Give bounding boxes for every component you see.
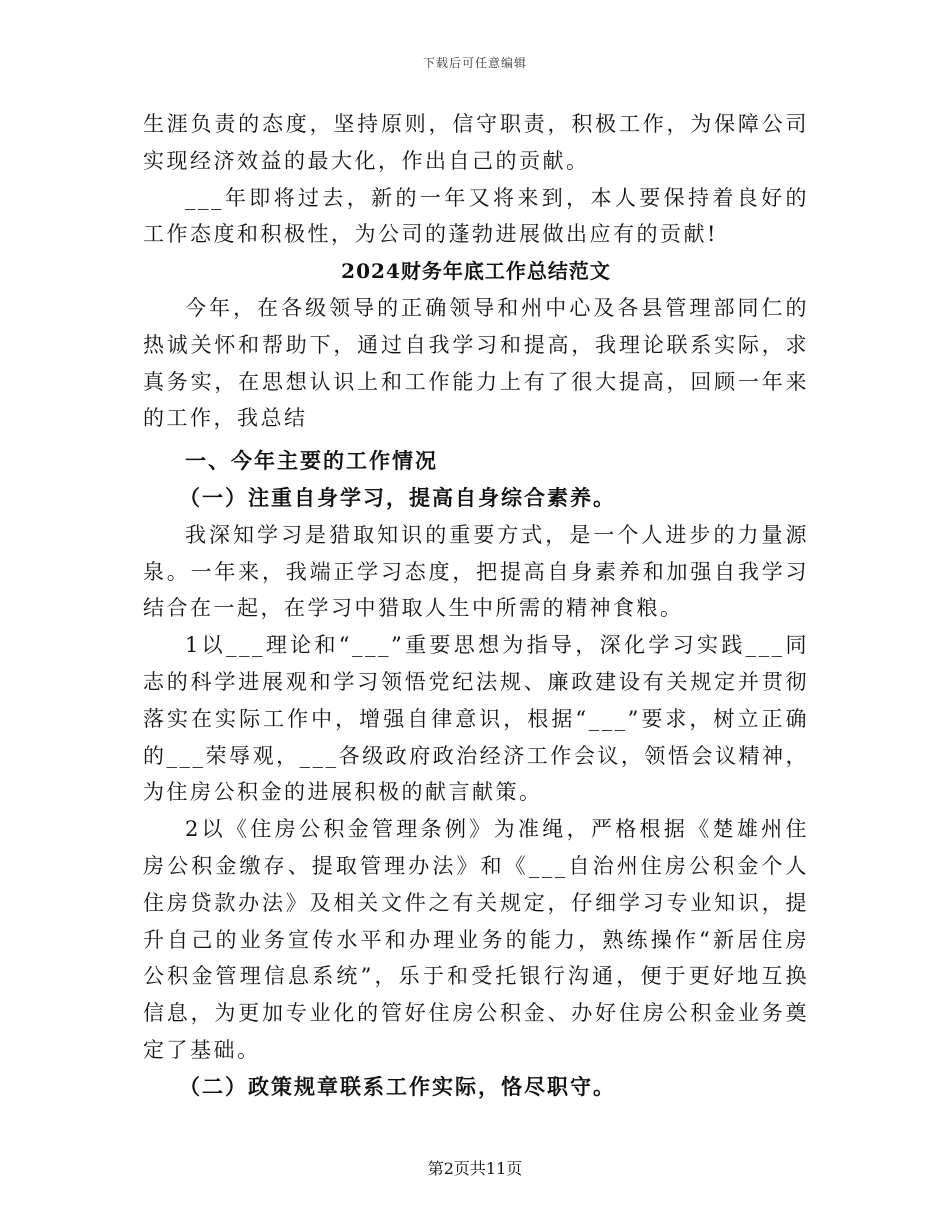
document-body: [143, 106, 809, 1106]
paragraph-4: 我深知学习是猎取知识的重要方式，是一个人进步的力量源泉。一年来，我端正学习态度，把提高自身素养和加强自我学习结合在一起，在学习中猎取人生中所需的精神食粮。: [143, 522, 809, 621]
page-footer: 第2页共11页: [427, 1159, 523, 1178]
paragraph-2: ___年即将过去，新的一年又将来到，本人要保持着良好的工作态度和积极性，为公司的蓬勃进展做出应有的贡献!: [143, 185, 809, 247]
page-header: 下载后可任意编辑: [422, 56, 527, 70]
subsection-heading-1: （一）注重自身学习，提高自身综合素养。: [179, 484, 616, 510]
document-title: 2024财务年底工作总结范文: [341, 259, 611, 284]
paragraph-1: 生涯负责的态度，坚持原则，信守职责，积极工作，为保障公司实现经济效益的最大化，作出自己的贡献。: [143, 112, 809, 173]
paragraph-6: 2以《住房公积金管理条例》为准绳，严格根据《楚雄州住房公积金缴存、提取管理办法》和《___自治州住房公积金个人住房贷款办法》及相关文件之有关规定，仔细学习专业知识，提升自己的业务宣传水平和办理业务的能力，熟练操作“新居住房公积金管理信息系统”，乐于和受托银行沟通，便于更好地互换信息，为更加专业化的管好住房公积金、办好住房公积金业务奠定了基础。: [143, 817, 809, 1062]
paragraph-5: 1以___理论和“___”重要思想为指导，深化学习实践___同志的科学进展观和学习领悟党纪法规、廉政建设有关规定并贯彻落实在实际工作中，增强自律意识，根据“___”要求，树立正确的___荣辱观，___各级政府政治经济工作会议，领悟会议精神，为住房公积金的进展积极的献言献策。: [143, 633, 809, 805]
paragraph-3: 今年，在各级领导的正确领导和州中心及各县管理部同仁的热诚关怀和帮助下，通过自我学习和提高，我理论联系实际，求真务实，在思想认识上和工作能力上有了很大提高，回顾一年来的工作，我总结: [143, 295, 809, 431]
section-heading-1: 一、今年主要的工作情况: [185, 448, 438, 474]
subsection-heading-2: （二）政策规章联系工作实际，恪尽职守。: [179, 1073, 616, 1099]
